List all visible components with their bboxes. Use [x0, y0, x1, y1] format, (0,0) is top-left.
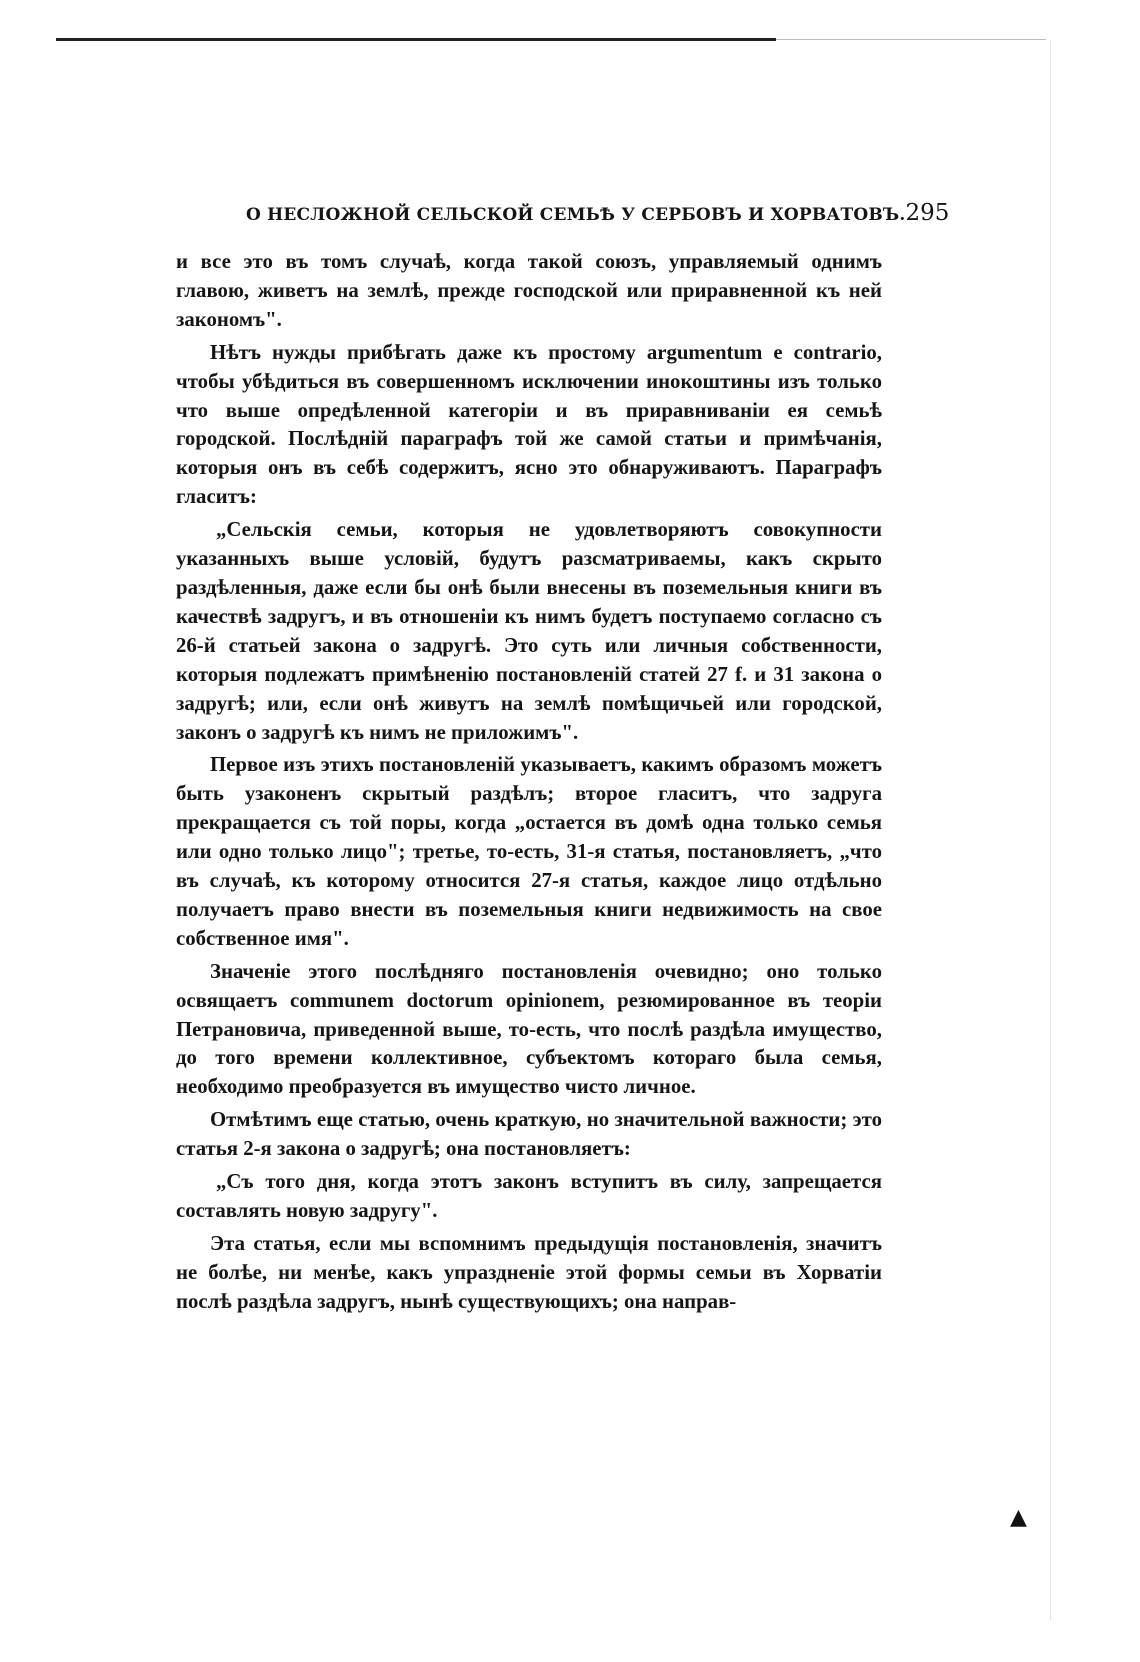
book-page	[176, 200, 950, 1321]
running-head	[176, 200, 950, 236]
paragraph: Первое изъ этихъ постановленій указываетъ, какимъ образомъ можетъ быть узаконенъ скрытый раздѣлъ; второе гласитъ, что задруга прекращается съ той поры, когда „остается въ домѣ одна только семья или одно только лицо"; третье, то-есть, 31-я статья, постановляетъ, „что въ случаѣ, къ которому относится 27-я статья, каждое лицо отдѣльно получаетъ право внести въ поземельныя книги недвижимость на свое собственное имя".	[176, 753, 882, 950]
page-edge	[1050, 40, 1051, 1620]
block-quote: „Съ того дня, когда этотъ законъ вступитъ въ силу, запрещается составлять новую задругу".	[176, 1170, 882, 1222]
paragraph: и все это въ томъ случаѣ, когда такой союзъ, управляемый однимъ главою, живетъ на землѣ, прежде господской или приравненной къ ней закономъ".	[176, 250, 882, 331]
top-border-rule-faint	[776, 39, 1046, 40]
paragraph: Нѣтъ нужды прибѣгать даже къ простому argumentum e contrario, чтобы убѣдиться въ совершенномъ исключении инокоштины изъ только что выше опредѣленной категоріи и въ приравниваніи ея семьѣ городской. Послѣдній параграфъ той же самой статьи и примѣчанія, которыя онъ въ себѣ содержитъ, ясно это обнаруживаютъ. Параграфъ гласитъ:	[176, 340, 882, 509]
top-border-rule	[56, 38, 776, 41]
running-title: О НЕСЛОЖНОЙ СЕЛЬСКОЙ СЕМЬѢ У СЕРБОВЪ И ХОРВАТОВЪ.	[246, 205, 906, 225]
paragraph: Значеніе этого послѣдняго постановленія очевидно; оно только освящаетъ communem doctorum opinionem, резюмированное въ теоріи Петрановича, приведенной выше, то-есть, что послѣ раздѣла имущество, до того времени коллективное, субъектомъ котораго была семья, необходимо преобразуется въ имущество чисто личное.	[176, 959, 882, 1099]
paragraph: Отмѣтимъ еще статью, очень краткую, но значительной важности; это статья 2-я закона о задругѣ; она постановляетъ:	[176, 1108, 882, 1161]
paragraph: Эта статья, если мы вспомнимъ предыдущія постановленія, значитъ не болѣе, ни менѣе, какъ упраздненіе этой формы семьи въ Хорватіи послѣ раздѣла задругъ, нынѣ существующихъ; она направ-	[176, 1231, 882, 1313]
page-number: 295	[905, 200, 950, 226]
corner-mark-icon: ▲	[1010, 1505, 1027, 1530]
block-quote: „Сельскія семьи, которыя не удовлетворяютъ совокупности указанныхъ выше условій, будутъ разсматриваемы, какъ скрыто раздѣленныя, даже если бы онѣ были внесены въ поземельныя книги въ качествѣ задругъ, и въ отношеніи къ нимъ будетъ поступаемо согласно съ 26-й статьей закона о задругѣ. Это суть или личныя собственности, которыя подлежатъ примѣненію постановленій статей 27 f. и 31 закона о задругѣ; или, если онѣ живутъ на землѣ помѣщичьей или городской, законъ о задругѣ къ нимъ не приложимъ".	[176, 518, 882, 744]
body-text	[176, 248, 882, 1317]
